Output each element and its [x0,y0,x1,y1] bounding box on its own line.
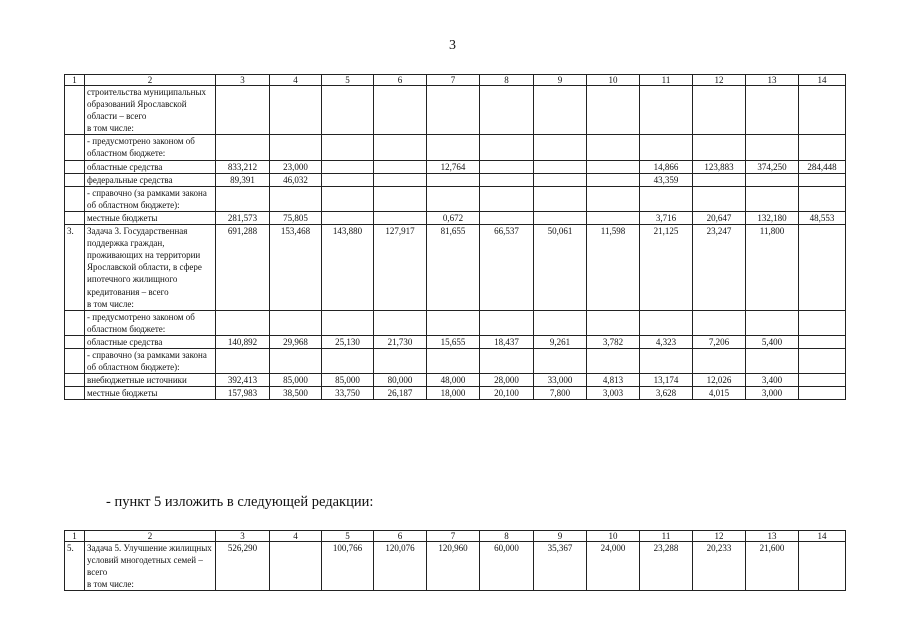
value-cell: 80,000 [374,374,427,387]
value-cell: 833,212 [216,160,270,173]
value-cell [322,310,374,335]
value-cell: 3,782 [587,335,640,348]
table-row [65,211,846,224]
row-label-cell: - справочно (за рамками закона об областном бюджете): [85,348,216,373]
value-cell [374,186,427,211]
value-cell [322,135,374,160]
value-cell: 33,000 [534,374,587,387]
table-row [65,135,846,160]
value-cell [322,211,374,224]
row-number-cell: 3. [65,225,85,311]
value-cell: 20,233 [693,542,746,591]
value-cell [693,135,746,160]
column-number-cell: 7 [427,531,480,542]
value-cell [640,135,693,160]
task5-table [64,530,846,591]
value-cell: 3,400 [746,374,799,387]
column-number-cell: 12 [693,75,746,86]
row-label-cell: федеральные средства [85,173,216,186]
column-number-cell: 5 [322,531,374,542]
value-cell: 66,537 [480,225,534,311]
value-cell: 18,000 [427,387,480,400]
value-cell [799,335,846,348]
value-cell [374,211,427,224]
value-cell: 100,766 [322,542,374,591]
value-cell [587,135,640,160]
value-cell: 4,323 [640,335,693,348]
value-cell: 374,250 [746,160,799,173]
value-cell: 11,800 [746,225,799,311]
value-cell [640,186,693,211]
value-cell [270,542,322,591]
value-cell [534,135,587,160]
row-number-cell: 5. [65,542,85,591]
value-cell [693,173,746,186]
value-cell [270,86,322,135]
value-cell: 43,359 [640,173,693,186]
column-number-cell: 8 [480,75,534,86]
value-cell: 3,003 [587,387,640,400]
column-number-cell: 14 [799,531,846,542]
value-cell: 85,000 [270,374,322,387]
value-cell [374,86,427,135]
value-cell: 7,800 [534,387,587,400]
row-label-cell: местные бюджеты [85,211,216,224]
value-cell [427,173,480,186]
value-cell [640,310,693,335]
value-cell [587,173,640,186]
value-cell [799,186,846,211]
value-cell: 21,125 [640,225,693,311]
column-number-cell: 7 [427,75,480,86]
value-cell [587,211,640,224]
value-cell [374,173,427,186]
column-number-cell: 9 [534,75,587,86]
row-label-cell: - справочно (за рамками закона об областном бюджете): [85,186,216,211]
value-cell: 132,180 [746,211,799,224]
column-number-cell: 13 [746,75,799,86]
row-label-cell: - предусмотрено законом об областном бюджете: [85,135,216,160]
value-cell [322,160,374,173]
value-cell [799,348,846,373]
value-cell [427,135,480,160]
table-row [65,348,846,373]
column-number-cell: 8 [480,531,534,542]
value-cell [534,86,587,135]
column-number-cell: 3 [216,531,270,542]
value-cell [746,310,799,335]
table-row [65,335,846,348]
value-cell [587,160,640,173]
value-cell: 35,367 [534,542,587,591]
value-cell [587,186,640,211]
table-row [65,186,846,211]
row-label-cell: областные средства [85,335,216,348]
value-cell: 526,290 [216,542,270,591]
value-cell [322,186,374,211]
column-number-cell: 4 [270,75,322,86]
row-number-cell [65,387,85,400]
value-cell [587,310,640,335]
column-number-cell: 5 [322,75,374,86]
value-cell [216,86,270,135]
value-cell [322,348,374,373]
value-cell [480,310,534,335]
value-cell [640,86,693,135]
value-cell: 4,813 [587,374,640,387]
value-cell: 0,672 [427,211,480,224]
value-cell [693,86,746,135]
value-cell: 281,573 [216,211,270,224]
table-row [65,173,846,186]
row-number-cell [65,86,85,135]
value-cell [480,186,534,211]
column-number-cell: 3 [216,75,270,86]
row-number-cell [65,348,85,373]
column-number-cell: 13 [746,531,799,542]
value-cell: 9,261 [534,335,587,348]
column-number-cell: 14 [799,75,846,86]
value-cell [480,211,534,224]
column-number-cell: 1 [65,75,85,86]
value-cell: 12,764 [427,160,480,173]
value-cell: 153,468 [270,225,322,311]
value-cell: 3,000 [746,387,799,400]
value-cell: 5,400 [746,335,799,348]
value-cell: 12,026 [693,374,746,387]
value-cell [799,542,846,591]
value-cell: 18,437 [480,335,534,348]
value-cell [216,186,270,211]
value-cell [374,135,427,160]
value-cell [587,348,640,373]
value-cell [640,348,693,373]
value-cell [746,135,799,160]
value-cell [270,186,322,211]
value-cell [480,160,534,173]
value-cell: 33,750 [322,387,374,400]
value-cell [587,86,640,135]
value-cell: 4,015 [693,387,746,400]
value-cell: 21,730 [374,335,427,348]
value-cell: 14,866 [640,160,693,173]
column-number-cell: 12 [693,531,746,542]
row-label-cell: местные бюджеты [85,387,216,400]
value-cell: 140,892 [216,335,270,348]
table-row [65,86,846,135]
column-number-header [65,531,846,542]
value-cell: 50,061 [534,225,587,311]
value-cell [799,135,846,160]
value-cell: 123,883 [693,160,746,173]
row-label-cell: строительства муниципальных образований Ярославской области – всего в том числе: [85,86,216,135]
value-cell: 284,448 [799,160,846,173]
row-number-cell [65,374,85,387]
value-cell [427,348,480,373]
value-cell [480,348,534,373]
column-number-cell: 4 [270,531,322,542]
table-row [65,160,846,173]
value-cell: 48,000 [427,374,480,387]
value-cell [746,173,799,186]
value-cell [374,160,427,173]
row-number-cell [65,135,85,160]
value-cell [480,135,534,160]
value-cell: 392,413 [216,374,270,387]
value-cell: 20,100 [480,387,534,400]
value-cell: 157,983 [216,387,270,400]
value-cell: 48,553 [799,211,846,224]
value-cell: 127,917 [374,225,427,311]
value-cell: 85,000 [322,374,374,387]
value-cell [480,173,534,186]
column-number-cell: 6 [374,75,427,86]
row-label-cell: - предусмотрено законом об областном бюджете: [85,310,216,335]
table-row [65,374,846,387]
value-cell: 15,655 [427,335,480,348]
value-cell [534,186,587,211]
row-label-cell: областные средства [85,160,216,173]
value-cell: 26,187 [374,387,427,400]
value-cell [693,186,746,211]
column-number-header [65,75,846,86]
value-cell: 23,247 [693,225,746,311]
value-cell: 21,600 [746,542,799,591]
value-cell: 3,716 [640,211,693,224]
value-cell [374,310,427,335]
row-label-cell: Задача 5. Улучшение жилищных условий многодетных семей – всего в том числе: [85,542,216,591]
value-cell [534,211,587,224]
value-cell: 28,000 [480,374,534,387]
row-number-cell [65,335,85,348]
value-cell: 38,500 [270,387,322,400]
value-cell: 7,206 [693,335,746,348]
value-cell [799,225,846,311]
value-cell [427,186,480,211]
value-cell: 11,598 [587,225,640,311]
column-number-cell: 10 [587,75,640,86]
page-number: 3 [449,38,456,53]
value-cell [270,135,322,160]
value-cell: 20,647 [693,211,746,224]
value-cell [534,173,587,186]
value-cell [427,310,480,335]
value-cell [746,348,799,373]
value-cell [799,173,846,186]
value-cell [534,348,587,373]
column-number-cell: 11 [640,75,693,86]
row-number-cell [65,186,85,211]
value-cell: 24,000 [587,542,640,591]
column-number-cell: 11 [640,531,693,542]
value-cell: 23,000 [270,160,322,173]
row-number-cell [65,310,85,335]
value-cell: 25,130 [322,335,374,348]
value-cell: 120,076 [374,542,427,591]
value-cell: 3,628 [640,387,693,400]
value-cell [216,310,270,335]
value-cell [216,348,270,373]
row-label-cell: Задача 3. Государственная поддержка граждан, проживающих на территории Ярославской области, в сфере ипотечного жилищного кредитования – всего в том числе: [85,225,216,311]
value-cell [799,374,846,387]
row-number-cell [65,211,85,224]
value-cell [480,86,534,135]
table-row [65,225,846,311]
value-cell [799,86,846,135]
value-cell: 60,000 [480,542,534,591]
value-cell: 13,174 [640,374,693,387]
budget-table-continuation [64,74,846,400]
amendment-note: - пункт 5 изложить в следующей редакции: [106,494,374,510]
value-cell [799,310,846,335]
row-number-cell [65,173,85,186]
value-cell: 75,805 [270,211,322,224]
row-label-cell: внебюджетные источники [85,374,216,387]
row-number-cell [65,160,85,173]
value-cell [270,348,322,373]
column-number-cell: 2 [85,75,216,86]
column-number-cell: 2 [85,531,216,542]
column-number-cell: 10 [587,531,640,542]
value-cell: 81,655 [427,225,480,311]
value-cell: 120,960 [427,542,480,591]
column-number-cell: 6 [374,531,427,542]
table-row [65,310,846,335]
value-cell: 691,288 [216,225,270,311]
value-cell [534,310,587,335]
value-cell [746,86,799,135]
value-cell: 23,288 [640,542,693,591]
value-cell [534,160,587,173]
value-cell [693,310,746,335]
value-cell [270,310,322,335]
value-cell: 143,880 [322,225,374,311]
value-cell [799,387,846,400]
table-row [65,542,846,591]
value-cell: 46,032 [270,173,322,186]
value-cell [693,348,746,373]
value-cell [322,86,374,135]
value-cell: 29,968 [270,335,322,348]
value-cell [427,86,480,135]
value-cell [746,186,799,211]
table-row [65,387,846,400]
value-cell [374,348,427,373]
value-cell [322,173,374,186]
column-number-cell: 9 [534,531,587,542]
value-cell: 89,391 [216,173,270,186]
value-cell [216,135,270,160]
column-number-cell: 1 [65,531,85,542]
